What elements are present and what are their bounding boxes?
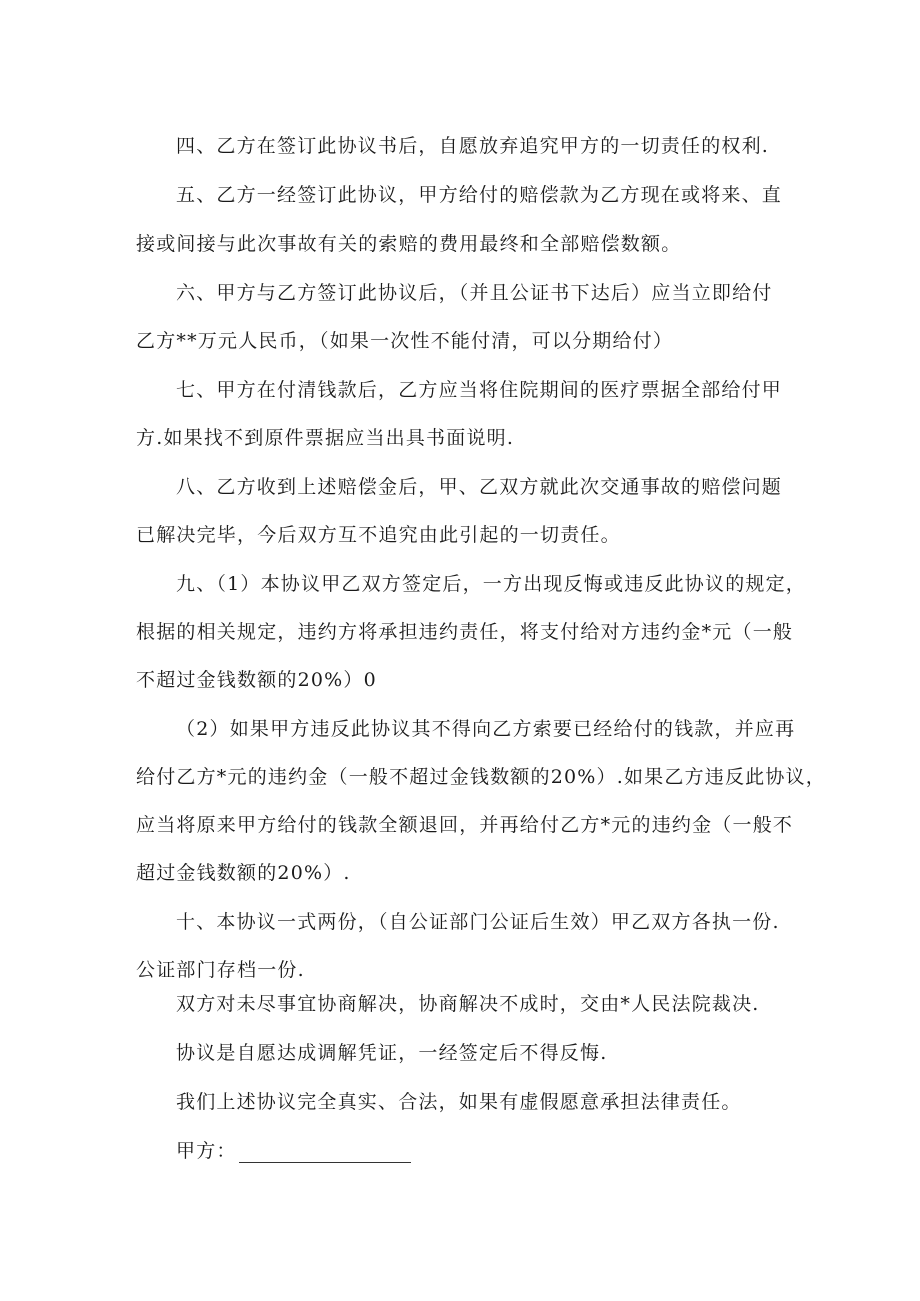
clause-6-line-2: 乙方**万元人民币，（如果一次性不能付清，可以分期给付） <box>136 330 674 352</box>
clause-9-line-1: 九、（1）本协议甲乙双方签定后，一方出现反悔或违反此协议的规定， <box>176 573 806 595</box>
clause-5-line-1: 五、乙方一经签订此协议，甲方给付的赔偿款为乙方现在或将来、直 <box>176 184 783 206</box>
clause-4: 四、乙方在签订此协议书后，自愿放弃追究甲方的一切责任的权利. <box>176 135 770 157</box>
clause-9-2-line-2: 给付乙方*元的违约金（一般不超过金钱数额的20%）.如果乙方违反此协议， <box>136 766 826 788</box>
signature-blank[interactable] <box>239 1144 411 1163</box>
clause-5-line-2: 接或间接与此次事故有关的索赔的费用最终和全部赔偿数额。 <box>136 233 682 255</box>
clause-8-line-1: 八、乙方收到上述赔偿金后，甲、乙双方就此次交通事故的赔偿问题 <box>176 476 783 498</box>
clause-8-line-2: 已解决完毕，今后双方互不追究由此引起的一切责任。 <box>136 524 621 546</box>
clause-10-line-2: 公证部门存档一份. <box>136 959 305 981</box>
clause-9-2-line-1: （2）如果甲方违反此协议其不得向乙方索要已经给付的钱款，并应再 <box>176 718 796 740</box>
signature-label: 甲方： <box>176 1140 237 1162</box>
clause-9-2-line-3: 应当将原来甲方给付的钱款全额退回，并再给付乙方*元的违约金（一般不 <box>136 814 794 836</box>
clause-9-line-3: 不超过金钱数额的20%）0 <box>136 669 377 691</box>
clause-9-2-line-4: 超过金钱数额的20%）. <box>136 862 351 884</box>
signature-party-a <box>176 1139 411 1163</box>
closing-line-3: 我们上述协议完全真实、合法，如果有虚假愿意承担法律责任。 <box>176 1091 742 1113</box>
clause-7-line-2: 方.如果找不到原件票据应当出具书面说明. <box>136 427 515 449</box>
clause-10-line-1: 十、本协议一式两份，（自公证部门公证后生效）甲乙双方各执一份. <box>176 911 780 933</box>
closing-line-2: 协议是自愿达成调解凭证，一经签定后不得反悔. <box>176 1042 608 1064</box>
clause-9-line-2: 根据的相关规定，违约方将承担违约责任，将支付给对方违约金*元（一般 <box>136 621 794 643</box>
clause-7-line-1: 七、甲方在付清钱款后，乙方应当将住院期间的医疗票据全部给付甲 <box>176 379 783 401</box>
closing-line-1: 双方对未尽事宜协商解决，协商解决不成时，交由*人民法院裁决. <box>176 993 760 1015</box>
clause-6-line-1: 六、甲方与乙方签订此协议后，（并且公证书下达后）应当立即给付 <box>176 282 773 304</box>
